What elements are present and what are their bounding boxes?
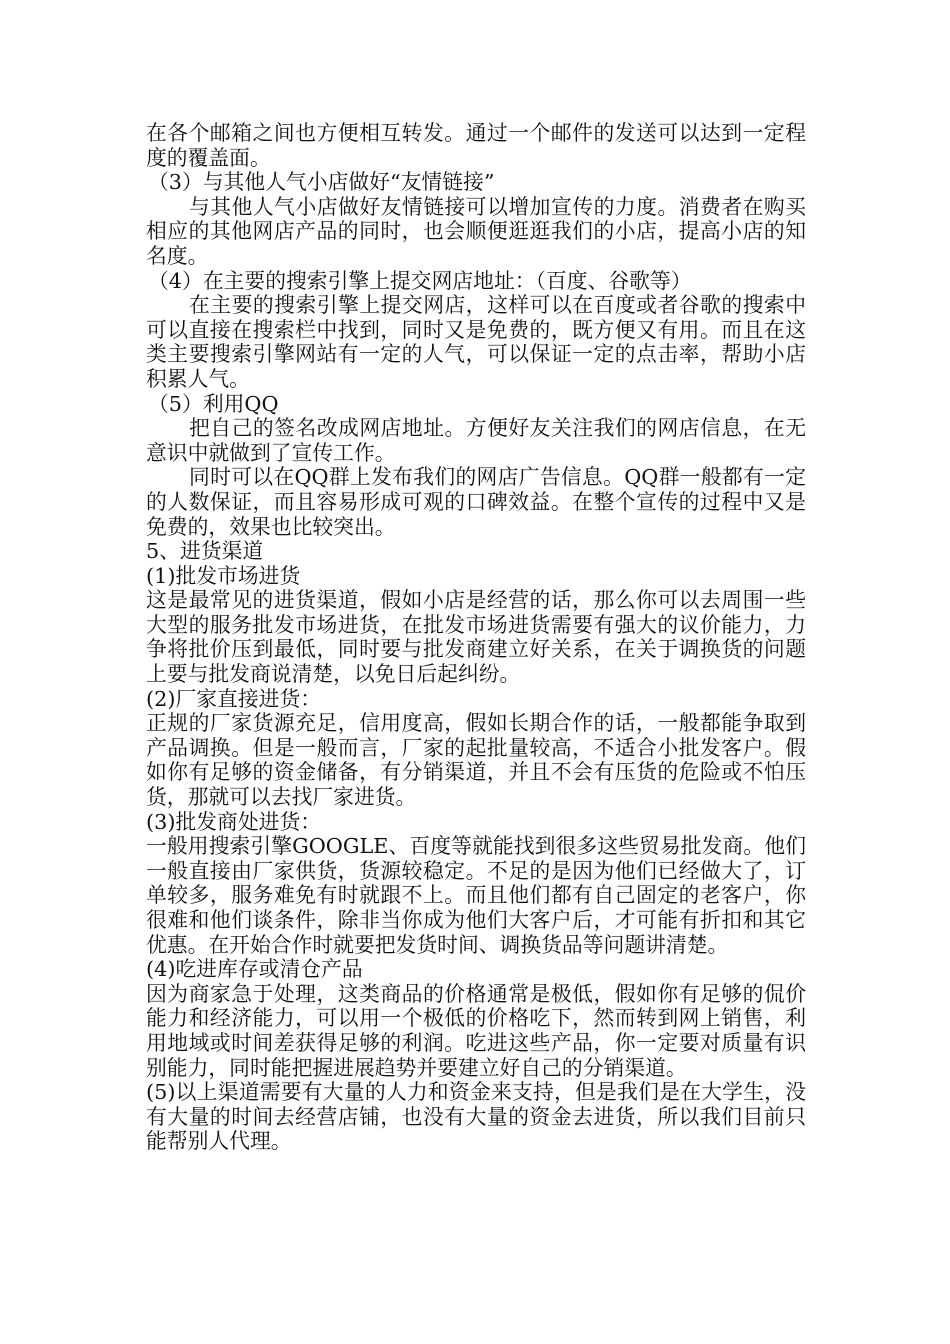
paragraph-qq-signature: 把自己的签名改成网店地址。方便好友关注我们的网店信息，在无意识中就做到了宣传工作。	[146, 416, 806, 465]
heading-use-qq: （5）利用QQ	[148, 391, 279, 416]
heading-clearance-stock: (4)吃进库存或清仓产品	[146, 957, 363, 982]
heading-factory-direct: (2)厂家直接进货：	[146, 686, 322, 711]
paragraph-wholesaler: 一般用搜索引擎GOOGLE、百度等就能找到很多这些贸易批发商。他们一般直接由厂家供货，货源较稳定。不足的是因为他们已经做大了，订单较多，服务难免有时就跟不上。而且他们都有自己固定的老客户，你很难和他们谈条件，除非当你成为他们大客户后，才可能有折扣和其它优惠。在开始合作时就要把发货时间、调换货品等问题讲清楚。	[146, 834, 806, 957]
document-body	[146, 121, 806, 1154]
heading-friend-links: （3）与其他人气小店做好“友情链接”	[148, 170, 495, 195]
paragraph-clearance-stock: 因为商家急于处理，这类商品的价格通常是极低，假如你有足够的侃价能力和经济能力，可以用一个极低的价格吃下，然而转到网上销售，利用地域或时间差获得足够的利润。吃进这些产品，你一定要对质量有识别能力，同时能把握进展趋势并要建立好自己的分销渠道。	[146, 981, 806, 1080]
paragraph-email-continuation: 在各个邮箱之间也方便相互转发。通过一个邮件的发送可以达到一定程度的覆盖面。	[146, 121, 806, 170]
paragraph-factory-direct: 正规的厂家货源充足，信用度高，假如长期合作的话，一般都能争取到产品调换。但是一般而言，厂家的起批量较高，不适合小批发客户。假如你有足够的资金储备，有分销渠道，并且不会有压货的危险或不怕压货，那就可以去找厂家进货。	[146, 711, 806, 810]
heading-wholesaler: (3)批发商处进货：	[146, 809, 322, 834]
section-title-purchase-channels: 5、进货渠道	[146, 539, 264, 564]
paragraph-search-engines: 在主要的搜索引擎上提交网店，这样可以在百度或者谷歌的搜索中可以直接在搜索栏中找到，同时又是免费的，既方便又有用。而且在这类主要搜索引擎网站有一定的人气，可以保证一定的点击率，帮助小店积累人气。	[146, 293, 806, 391]
paragraph-wholesale-market: 这是最常见的进货渠道，假如小店是经营的话，那么你可以去周围一些大型的服务批发市场进货，在批发市场进货需要有强大的议价能力，力争将批价压到最低，同时要与批发商建立好关系，在关于调换货的问题上要与批发商说清楚，以免日后起纠纷。	[146, 588, 806, 687]
paragraph-qq-group: 同时可以在QQ群上发布我们的网店广告信息。QQ群一般都有一定的人数保证，而且容易形成可观的口碑效益。在整个宣传的过程中又是免费的，效果也比较突出。	[146, 465, 806, 539]
paragraph-friend-links: 与其他人气小店做好友情链接可以增加宣传的力度。消费者在购买相应的其他网店产品的同时，也会顺便逛逛我们的小店，提高小店的知名度。	[146, 194, 806, 268]
heading-search-engines: （4）在主要的搜索引擎上提交网店地址：（百度、谷歌等）	[148, 268, 692, 293]
paragraph-agency-conclusion: (5)以上渠道需要有大量的人力和资金来支持，但是我们是在大学生，没有大量的时间去经营店铺，也没有大量的资金去进货，所以我们目前只能帮别人代理。	[146, 1080, 806, 1154]
heading-wholesale-market: (1)批发市场进货	[146, 563, 301, 588]
